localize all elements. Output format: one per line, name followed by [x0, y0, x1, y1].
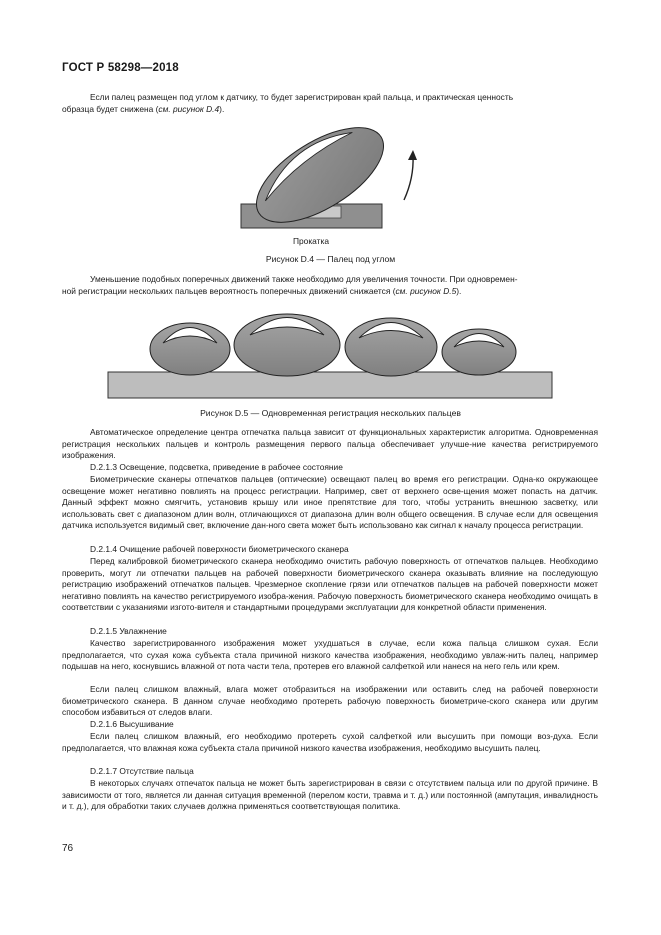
para-d214: Перед калибровкой биометрического сканера необходимо очистить рабочую поверхность от отпечатков пальцев. Необходимо проверить, могут ли отпечатки пальцев на рабочей поверхности биометрического сканера оказывать влияние на последующую регистрацию изображений отпечатков пальцев. Чрезмерное скопление грязи или отпечатков пальцев на рабочей поверхности может негативно повлиять на качество регистрируемого изобра-жения. Рабочую поверхность биометрического сканера необходимо очищать в соответствии с указаниями изгото-вителя и стандартными процедурами эксплуатации для конкретной области применения.	[62, 556, 598, 613]
intro-figure-ref: см. рисунок D.4	[158, 103, 220, 114]
para-d213: Биометрические сканеры отпечатков пальцев (оптические) освещают палец во время его регистрации. Одна-ко окружающее освещение может негативно повлиять на процесс регистрации. Например, свет от верхнего осве-щения может попасть на датчик. Данный эффект можно смягчить, установив крышу или иное препятствие для того, чтобы устранить внешнюю засветку, или использовать свет с диапазоном длин волн, отличающихся от диапазона длин волн общего освещения. В случае если для освещения датчика используется видимый свет, включение дан-ного света может быть использовано как сигнал к началу процесса регистрации.	[62, 474, 598, 531]
heading-d216: D.2.1.6 Высушивание	[90, 719, 174, 729]
heading-d214: D.2.1.4 Очищение рабочей поверхности биометрического сканера	[90, 544, 349, 554]
para-auto-center: Автоматическое определение центра отпечатка пальца зависит от функциональных характеристик алгоритма. Одновременная регистрация нескольких пальцев и контроль размещения первого пальца обеспечивает улучше-ние качества регистрируемого изображения.	[62, 427, 598, 461]
para-d217: В некоторых случаях отпечаток пальца не может быть зарегистрирован в связи с отсутствием пальца или по другой причине. В зависимости от того, является ли данная ситуация временной (перелом кости, травма и т. д.) или постоянной (ампутация, инвалидность и т. д.), для обработки таких случаев должна применяться соответствующая политика.	[62, 778, 598, 812]
heading-d213: D.2.1.3 Освещение, подсветка, приведение в рабочее состояние	[90, 462, 343, 472]
page-number: 76	[62, 843, 74, 854]
rolling-arrow-head	[408, 150, 417, 160]
figure-d5-illustration	[105, 305, 555, 400]
figure-d4-illustration	[220, 120, 440, 235]
intro-line-2a: образца будет снижена (	[62, 103, 159, 114]
finger-3	[345, 318, 437, 376]
figure-d4-label: Прокатка	[293, 236, 329, 246]
reduce-line-2a: ной регистрации нескольких пальцев вероятность поперечных движений снижается (	[62, 285, 396, 296]
para-d215-dry: Качество зарегистрированного изображения может ухудшаться в случае, если кожа пальца слишком сухая. Если предполагается, что сухая кожа субъекта стала причиной низкого качества изображения, необходимо увлаж-нить палец, например подышав на него, коснувшись влажной от пота части тела, протерев его влажной салфеткой или нанеся на него гель или крем.	[62, 638, 598, 672]
sensor-platen-wide	[108, 372, 552, 398]
para-d215-wet: Если палец слишком влажный, влага может отобразиться на изображении или оставить след на рабочей поверхности биометрического сканера. В данном случае необходимо протереть рабочую поверхность биометриче-ского сканера или другим способом избавиться от следов влаги.	[62, 684, 598, 718]
finger-1	[150, 323, 230, 375]
heading-d217: D.2.1.7 Отсутствие пальца	[90, 766, 194, 776]
rolling-arrow	[404, 156, 413, 200]
reduce-line-2b: ).	[456, 285, 462, 296]
finger-4	[442, 329, 516, 375]
figure-d4-caption: Рисунок D.4 — Палец под углом	[265, 254, 396, 264]
intro-line-2b: ).	[219, 103, 225, 114]
heading-d215: D.2.1.5 Увлажнение	[90, 626, 167, 636]
figure-d5-caption: Рисунок D.5 — Одновременная регистрация нескольких пальцев	[200, 408, 461, 418]
para-d216: Если палец слишком влажный, его необходимо протереть сухой салфеткой или высушить при помощи воз-духа. Если предполагается, что влажная кожа субъекта стала причиной низкого качества изображения, необходимо высушить палец.	[62, 731, 598, 753]
intro-line-1: Если палец размещен под углом к датчику, то будет зарегистрирован край пальца, и практическая ценность	[90, 92, 514, 102]
reduce-paragraph	[62, 274, 598, 297]
finger-2	[234, 314, 340, 376]
document-header: ГОСТ Р 58298—2018	[62, 62, 179, 74]
reduce-figure-ref: см. рисунок D.5	[395, 285, 457, 296]
reduce-line-1: Уменьшение подобных поперечных движений также необходимо для увеличения точности. При одновремен-	[90, 274, 518, 284]
intro-paragraph	[62, 92, 598, 115]
